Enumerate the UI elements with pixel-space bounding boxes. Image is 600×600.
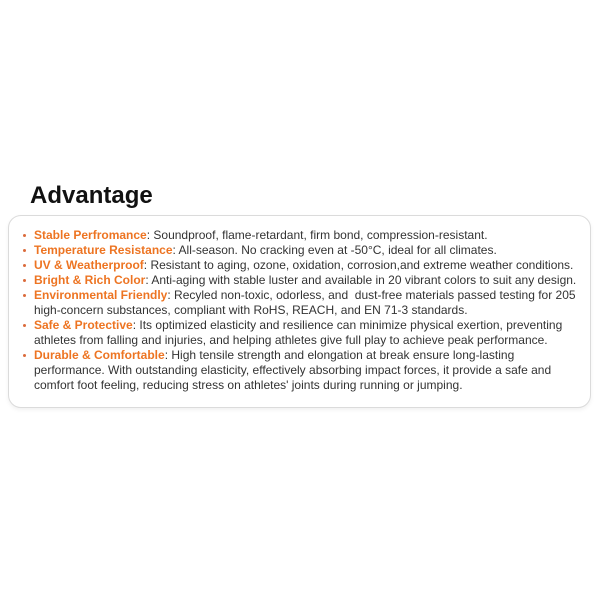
page-title: Advantage [30, 182, 153, 209]
advantage-text: : Its optimized elasticity and resilience can minimize physical exertion, preventing athletes from falling and injuries, and helping athletes give full play to achieve peak performance. [34, 318, 566, 347]
advantage-label: Environmental Friendly [34, 288, 168, 302]
advantage-text: : Soundproof, flame-retardant, firm bond, compression-resistant. [146, 228, 488, 242]
advantage-label: Durable & Comfortable [34, 348, 165, 362]
list-item [9, 243, 582, 258]
advantage-card [8, 215, 591, 408]
advantage-list [9, 228, 582, 393]
advantage-text: : Anti-aging with stable luster and available in 20 vibrant colors to suit any design. [145, 273, 577, 287]
bullet-icon [23, 249, 26, 252]
list-item [9, 273, 582, 288]
list-item [9, 348, 582, 393]
bullet-icon [23, 264, 26, 267]
advantage-label: Safe & Protective [34, 318, 133, 332]
advantage-label: Stable Perfromance [34, 228, 147, 242]
advantage-text: : All-season. No cracking even at -50°C, ideal for all climates. [172, 243, 497, 257]
advantage-text: : Resistant to aging, ozone, oxidation, corrosion,and extreme weather conditions. [143, 258, 574, 272]
bullet-icon [23, 294, 26, 297]
list-item [9, 228, 582, 243]
bullet-icon [23, 279, 26, 282]
advantage-label: Bright & Rich Color [34, 273, 146, 287]
bullet-icon [23, 324, 26, 327]
list-item [9, 258, 582, 273]
bullet-icon [23, 354, 26, 357]
advantage-text: : Recyled non-toxic, odorless, and dust-free materials passed testing for 205 high-concern substances, compliant with RoHS, REACH, and EN 71-3 standards. [34, 288, 579, 317]
list-item [9, 288, 582, 318]
advantage-label: Temperature Resistance [34, 243, 173, 257]
advantage-label: UV & Weatherproof [34, 258, 144, 272]
list-item [9, 318, 582, 348]
advantage-text: : High tensile strength and elongation at break ensure long-lasting performance. With outstanding elasticity, effectively absorbing impact forces, it provide a safe and comfort foot feeling, reducing stress on athletes' joints during running or jumping. [34, 348, 555, 392]
bullet-icon [23, 234, 26, 237]
